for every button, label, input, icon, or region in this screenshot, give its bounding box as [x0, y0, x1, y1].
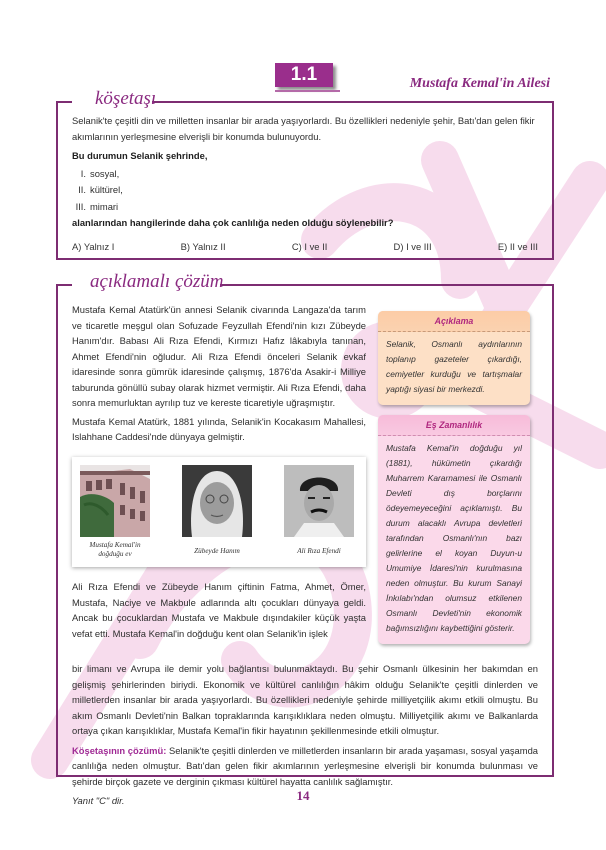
caption-line: Ali Rıza Efendi [297, 547, 341, 555]
header-rule [275, 90, 340, 92]
photo-caption [176, 547, 258, 556]
frame-rule [56, 284, 72, 286]
paragraph: bir limanı ve Avrupa ile demir yolu bağlantısı bulunmaktaydı. Bu şehir Osmanlı ülkesinin her bakımdan en gelişmiş şehirlerinden biriydi. Ekonomik ve kültürel canlılığın hâkim olduğu Selanik'te çeşitli dinlerden ve milletlerden insanlar bir arada yaşıyorlardı. Bu özellikleri nedeniyle şehirde milliyetçilik akımı etkili olmuştu. Bu akım Osmanlı Devleti'nin Balkan topraklarında karışıklıklara neden olmuştu. Milliyetçilik akımı ve Balkanlarda ortaya çıkan karışıklıklar, Mustafa Kemal'in fikir hayatının şekillenmesinde etkili olmuştur. [72, 663, 538, 736]
page-number: 14 [296, 788, 310, 803]
caption-line: doğduğu ev [98, 550, 132, 558]
kosetasi-intro: Selanik'te çeşitli din ve milletten insanlar bir arada yaşıyorlardı. Bu özellikleri nedeniyle şehir, Batı'dan gelen fikir akımlarının yerleşmesine elverişli bir konumda bulunuyordu. [72, 115, 535, 142]
option-text: Yalnız I [83, 240, 115, 252]
answer-options [72, 239, 538, 255]
photo-caption [278, 547, 360, 556]
item-text: kültürel, [90, 184, 123, 195]
kosetasi-label: köşetaşı [95, 88, 157, 109]
birth-house-photo [80, 465, 150, 537]
photo-strip [72, 457, 366, 567]
numeral: I. [80, 167, 86, 179]
question-lead: Bu durumun Selanik şehrinde, [72, 150, 208, 161]
item-text: sosyal, [90, 167, 120, 179]
list-item [72, 199, 538, 216]
option-key: A) [72, 240, 82, 252]
option-key: E) [497, 240, 508, 252]
option-text: I ve II [304, 240, 328, 252]
aciklama-title: Açıklama [378, 311, 530, 332]
zubeyde-hanim-photo [182, 465, 252, 537]
numeral: III. [75, 200, 86, 212]
option-text: Yalnız II [192, 240, 226, 252]
option-text: I ve III [406, 240, 432, 252]
option-a[interactable] [72, 239, 114, 255]
option-key: B) [180, 240, 190, 252]
paragraph: Mustafa Kemal Atatürk, 1881 yılında, Selanik'in Kocakasım Mahallesi, Islahhane Caddesi'nde dünyaya gelmiştir. [72, 415, 366, 442]
option-b[interactable] [181, 239, 226, 255]
list-item [72, 166, 538, 183]
portrait-image [284, 465, 354, 537]
kosetasi-content [72, 113, 538, 254]
item-text: mimari [90, 200, 119, 212]
main-column [72, 302, 366, 448]
paragraph-narrow [72, 579, 366, 641]
caption-line: Mustafa Kemal'in [89, 541, 141, 549]
es-zamanlilik-title: Eş Zamanlılık [378, 415, 530, 436]
portrait-image [182, 465, 252, 537]
solution-paragraph [72, 743, 538, 790]
caption-line: Zübeyde Hanım [194, 547, 240, 555]
roman-list [72, 166, 538, 216]
frame-rule [152, 101, 554, 103]
photo-caption [74, 541, 156, 559]
option-c[interactable] [292, 239, 327, 255]
section-badge: 1.1 [275, 63, 333, 87]
paragraph: Ali Rıza Efendi ve Zübeyde Hanım çiftinin Fatma, Ahmet, Ömer, Mustafa, Naciye ve Makbule adlarında altı çocukları dünyaya geldi. Ancak bu çocuklardan Mustafa ve Makbule dışındakiler küçük yaşta vefat etti. Mustafa Kemal'in doğduğu kent olan Selanik'in işlek [72, 581, 366, 639]
es-zamanlilik-text: Mustafa Kemal'in doğduğu yıl (1881), hükümetin çıkardığı Muharrem Kararnamesi ile Osmanlı Devleti dış borçlarını ödeyemeyeceğini açıklamıştı. Bu durum alacaklı Avrupa devletleri tarafından Osmanlı'nın bazı gelirlerine el koyan Duyun-u Umumiye İdaresi'nin kurulmasına neden olmuştur. Bu kurum Sanayi İnkılabı'ndan olumsuz etkilenen Osmanlı Devleti'nin ekonomik bağımsızlığını kaybettiğini gösterir. [386, 443, 522, 633]
house-image [80, 465, 150, 537]
option-key: D) [393, 240, 404, 252]
chapter-title: Mustafa Kemal'in Ailesi [409, 76, 550, 91]
option-d[interactable] [394, 239, 432, 255]
frame-rule [56, 101, 72, 103]
aciklama-box [378, 311, 530, 405]
option-e[interactable] [498, 239, 538, 255]
question-text: alanlarından hangilerinde daha çok canlılığa neden olduğu söylenebilir? [72, 217, 394, 228]
numeral: II. [78, 184, 86, 195]
option-text: II ve III [509, 240, 538, 252]
frame-rule [220, 284, 554, 286]
list-item [72, 182, 538, 199]
paragraph: Mustafa Kemal Atatürk'ün annesi Selanik civarında Langaza'da tarım ve ticaretle meşgul olan Sofuzade Feyzullah Efendi'nin kızı Zübeyde Hanım'dır. Babası Ali Rıza Efendi, Kırmızı Hafız lâkabıyla tanınan, Ahmet Efendi'nin oğludur. Ali Rıza Efendi önceleri Selanik evkaf idaresinde sonra gümrük idaresinde çalışmış, 1876'da Asakir-i Milliye taburunda gönüllü subay olarak hizmet vermiştir. Ali Rıza Efendi, daha sonra memurluktan ayrılıp tuz ve kereste ticaretiyle uğraşmıştır. [72, 304, 366, 408]
aciklamali-cozum-label: açıklamalı çözüm [90, 271, 224, 292]
solution-text: Selanik'te çeşitli dinlerden ve milletlerden insanların bir arada yaşaması, sosyal yaşamda canlılığa neden olmuştur. Batı'dan gelen fikir akımlarının yerleşmesine elverişli bir konumda bulunması ve şehirde birçok gazete ve derginin çıkması kültürel hayatta canlılık sağlamıştır. [72, 744, 539, 787]
aciklama-text: Selanik, Osmanlı aydınlarının toplanıp gazeteler çıkardığı, cemiyetler kurduğu ve tartışmalar yaptığı siyasi bir merkezdi. [386, 339, 522, 394]
option-key: C) [291, 240, 302, 252]
solution-lead: Köşetaşının çözümü: [72, 744, 167, 756]
answer-text: Yanıt "C" dir. [72, 795, 125, 806]
es-zamanlilik-box [378, 415, 530, 644]
ali-riza-efendi-photo [284, 465, 354, 537]
